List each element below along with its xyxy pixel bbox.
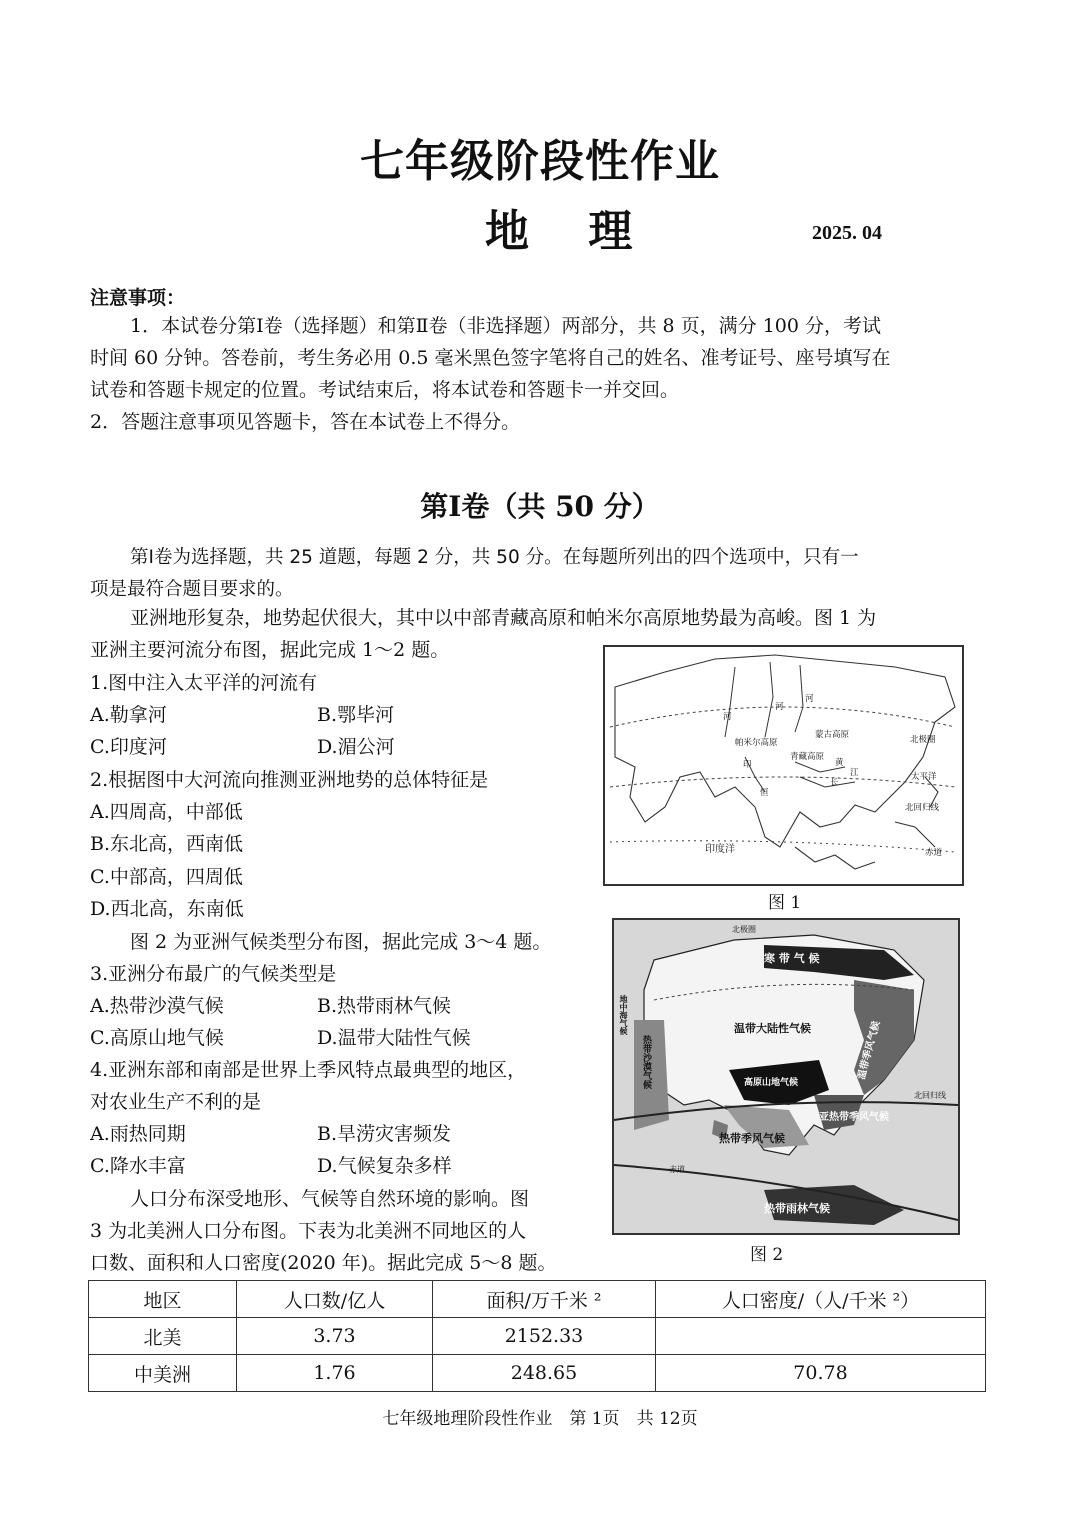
fig2-label-temperate-monsoon: 温带季风气候 [856,1019,883,1081]
notice-body [90,310,995,438]
q3-option-a: A.热带沙漠气候 [90,995,224,1017]
q1-option-d: D.湄公河 [317,736,395,758]
page-footer: 七年级地理阶段性作业 第 1页 共 12页 [382,1409,698,1429]
fig2-label-desert: 热带沙漠气候 [641,1035,651,1089]
fig1-label-equator: 赤道 [925,848,943,858]
q4-option-a: A.雨热同期 [90,1123,186,1145]
passage1-line2: 亚洲主要河流分布图，据此完成 1～2 题。 [90,639,450,661]
population-table [88,1280,986,1392]
table-row [89,1318,986,1355]
passage1-line1: 亚洲地形复杂，地势起伏很大，其中以中部青藏高原和帕米尔高原地势最为高峻。图 1 为 [130,607,877,629]
table-row [89,1355,986,1392]
section-intro-line1: 第Ⅰ卷为选择题，共 25 道题，每题 2 分，共 50 分。在每题所列出的四个选项中，只有一 [130,547,859,568]
table-cell [656,1318,986,1355]
figure1-caption: 图 1 [768,893,802,913]
q3-option-d: D.温带大陆性气候 [317,1027,471,1049]
table-cell: 2152.33 [433,1318,656,1355]
fig1-label-indian: 印度洋 [705,844,735,855]
fig1-label-huang: 黄 [835,758,844,768]
fig1-label-chang: 长 [830,778,839,788]
fig2-label-arctic: 北极圈 [732,925,756,934]
fig2-label-tropical-monsoon: 热带季风气候 [719,1132,785,1145]
notice-heading: 注意事项： [90,287,186,309]
table-header: 人口密度/（人/千米 ²） [656,1281,986,1318]
table-cell: 中美洲 [89,1355,237,1392]
q1-option-b: B.鄂毕河 [317,704,395,726]
q3-option-b: B.热带雨林气候 [317,995,452,1017]
fig1-label-pamir: 帕米尔高原 [735,738,778,748]
passage3-line3: 口数、面积和人口密度(2020 年)。据此完成 5～8 题。 [90,1252,557,1274]
figure1-river-map [603,645,964,886]
table-cell: 1.76 [237,1355,433,1392]
q2-option-c: C.中部高，四周低 [90,866,243,888]
table-cell: 3.73 [237,1318,433,1355]
q1-stem: 1.图中注入太平洋的河流有 [90,672,318,694]
q4-option-c: C.降水丰富 [90,1155,186,1177]
q2-option-d: D.西北高，东南低 [90,898,244,920]
fig2-label-tropic: 北回归线 [914,1091,946,1100]
table-header: 人口数/亿人 [237,1281,433,1318]
figure2-svg [614,920,958,1233]
q2-stem: 2.根据图中大河流向推测亚洲地势的总体特征是 [90,769,489,791]
q4-stem-line2: 对农业生产不利的是 [90,1091,262,1113]
passage3-line2: 3 为北美洲人口分布图。下表为北美洲不同地区的人 [90,1220,527,1242]
fig2-label-equator: 赤道 [669,1165,685,1174]
table-header: 地区 [89,1281,237,1318]
figure2-climate-map [612,918,960,1235]
q3-option-c: C.高原山地气候 [90,1027,224,1049]
table-cell: 248.65 [433,1355,656,1392]
table-cell: 70.78 [656,1355,986,1392]
q1-option-c: C.印度河 [90,736,167,758]
subject-title: 地 理 [485,206,655,257]
fig1-label-yin: 印 [743,760,752,770]
q4-stem-line1: 4.亚洲东部和南部是世界上季风特点最典型的地区， [90,1059,527,1081]
notice-item1-line3: 试卷和答题卡规定的位置。考试结束后，将本试卷和答题卡一并交回。 [90,379,680,401]
table-header-row [89,1281,986,1318]
fig1-label-jiang: 江 [850,768,859,778]
figure2-caption: 图 2 [750,1245,784,1265]
passage2-line1: 图 2 为亚洲气候类型分布图，据此完成 3～4 题。 [130,931,552,953]
fig1-label-tropic: 北回归线 [905,803,940,813]
q4-option-d: D.气候复杂多样 [317,1155,452,1177]
fig2-label-subtropical-monsoon: 亚热带季风气候 [819,1112,889,1123]
fig1-label-arctic: 北极圈 [910,735,936,745]
q1-option-a: A.勒拿河 [90,704,167,726]
fig1-label-he2: 河 [775,702,784,712]
page-title: 七年级阶段性作业 [360,136,720,187]
notice-item1-line2: 时间 60 分钟。答卷前，考生务必用 0.5 毫米黑色签字笔将自己的姓名、准考证号、座号填写在 [90,347,891,369]
fig1-label-heng: 恒 [760,788,769,798]
section-intro-line2: 项是最符合题目要求的。 [90,579,294,600]
fig2-label-mediterranean: 地中海气候 [619,995,629,1035]
section-title: 第Ⅰ卷（共 50 分） [420,490,660,523]
fig2-label-temperate-continental: 温带大陆性气候 [734,1022,811,1035]
table-cell: 北美 [89,1318,237,1355]
fig1-label-qingzang: 青藏高原 [790,752,825,762]
fig1-label-he1: 河 [723,712,732,722]
q2-option-b: B.东北高，西南低 [90,833,244,855]
fig2-label-tropical-rainforest: 热带雨林气候 [764,1202,830,1215]
q4-option-b: B.旱涝灾害频发 [317,1123,452,1145]
figure1-svg [605,647,962,884]
fig2-label-cold: 寒 带 气 候 [764,952,820,965]
section-intro [90,542,995,606]
fig1-label-he3: 河 [805,694,814,704]
fig1-label-pacific: 太平洋 [911,772,937,782]
q2-option-a: A.四周高，中部低 [90,801,243,823]
q3-stem: 3.亚洲分布最广的气候类型是 [90,963,337,985]
table-header: 面积/万千米 ² [433,1281,656,1318]
fig2-label-highland: 高原山地气候 [744,1078,799,1088]
passage3-line1: 人口分布深受地形、气候等自然环境的影响。图 [130,1188,530,1210]
notice-item2: 2．答题注意事项见答题卡，答在本试卷上不得分。 [90,411,521,433]
notice-item1-line1: 1．本试卷分第Ⅰ卷（选择题）和第Ⅱ卷（非选择题）两部分，共 8 页，满分 100 分，考试 [130,315,882,337]
exam-date: 2025. 04 [812,222,882,244]
fig1-label-mongolia: 蒙古高原 [815,730,850,740]
